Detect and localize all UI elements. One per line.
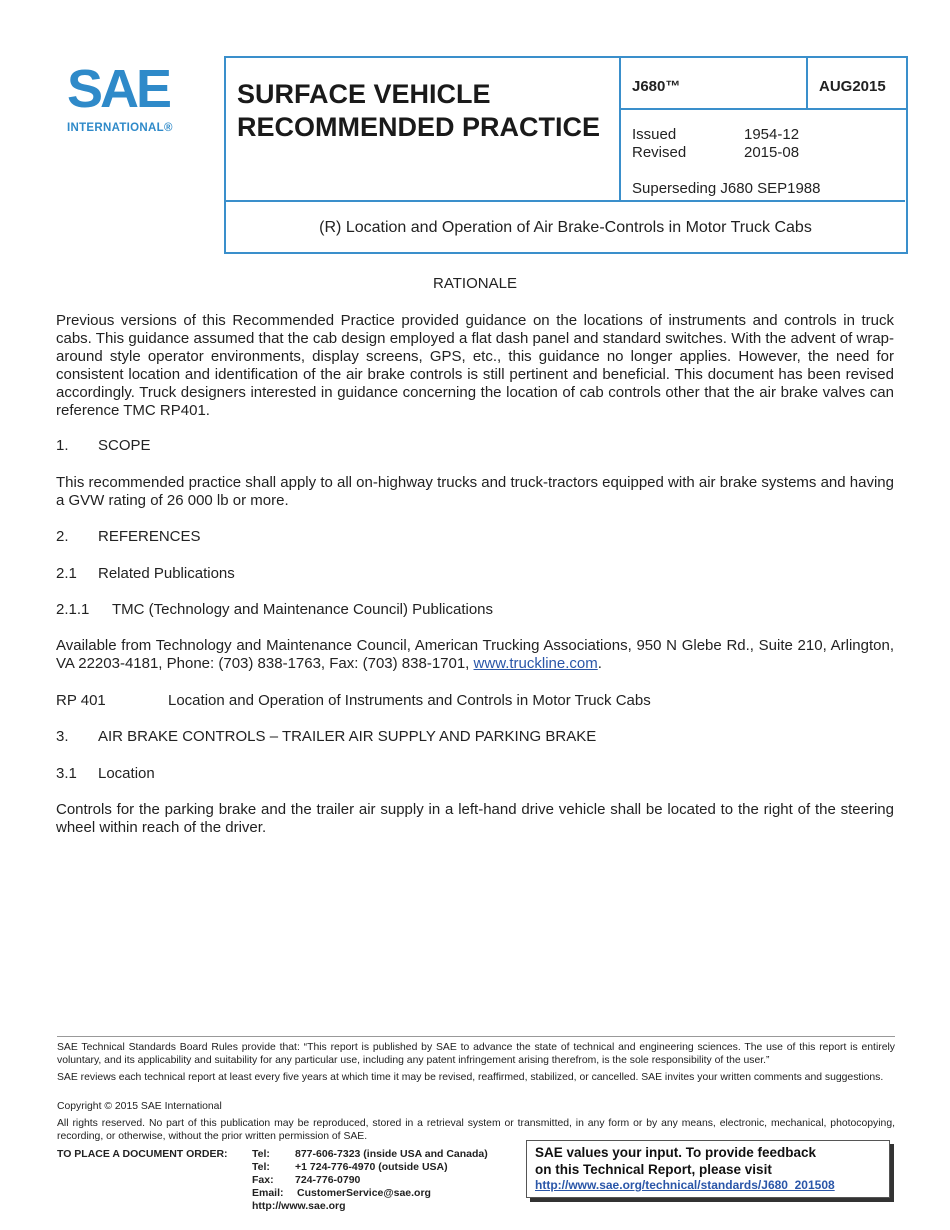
order-label: TO PLACE A DOCUMENT ORDER: xyxy=(57,1148,228,1160)
tel-international: +1 724-776-4970 (outside USA) xyxy=(295,1161,448,1173)
feedback-link[interactable]: http://www.sae.org/technical/standards/J680_201508 xyxy=(535,1178,835,1192)
feedback-text: SAE values your input. To provide feedback on this Technical Report, please visit xyxy=(535,1145,817,1177)
issued-label: Issued xyxy=(632,126,677,143)
section-2-number: 2. xyxy=(56,528,69,545)
document-number: J680™ xyxy=(632,78,681,95)
issued-value: 1954-12 xyxy=(744,126,800,143)
footer-divider xyxy=(57,1036,895,1037)
section-3-1-heading: Location xyxy=(98,765,155,782)
document-header xyxy=(224,56,908,254)
logo-subtitle: INTERNATIONAL® xyxy=(67,122,173,134)
section-2-1-heading: Related Publications xyxy=(98,565,235,582)
section-2-1-1-heading: TMC (Technology and Maintenance Council) Publications xyxy=(112,601,494,618)
reference-title: Location and Operation of Instruments and Controls in Motor Truck Cabs xyxy=(168,692,651,709)
document-date-box xyxy=(808,58,908,110)
copyright: Copyright © 2015 SAE International xyxy=(57,1101,222,1112)
email-address[interactable]: CustomerService@sae.org xyxy=(297,1187,431,1199)
section-3-number: 3. xyxy=(56,728,69,745)
logo-brand: SAE xyxy=(67,59,170,119)
rights-text: All rights reserved. No part of this publication may be reproduced, stored in a retrieval system or transmitted, in any form or by any means, electronic, mechanical, photocopying, recording, or otherwise, without the prior written permission of SAE. xyxy=(57,1118,895,1142)
order-contacts: Tel: 877-606-7323 (inside USA and Canada) Tel: +1 724-776-4970 (outside USA) Fax: 724-776-0790 Email: CustomerService@sae.org http://www.sae.org xyxy=(252,1148,488,1212)
section-3-heading: AIR BRAKE CONTROLS – TRAILER AIR SUPPLY AND PARKING BRAKE xyxy=(98,728,597,745)
section-3-1-number: 3.1 xyxy=(56,765,77,782)
standards-rules-text: SAE Technical Standards Board Rules provide that: “This report is published by SAE to advance the state of technical and engineering sciences. The use of this report is entirely voluntary, and its applicability and suitability for any particular use, including any patent infringement arising therefrom, is the sole responsibility of the user.” xyxy=(57,1042,895,1066)
document-title: (R) Location and Operation of Air Brake-Controls in Motor Truck Cabs xyxy=(226,200,905,252)
section-2-1-1-number: 2.1.1 xyxy=(56,601,90,618)
website-link[interactable]: http://www.sae.org xyxy=(252,1200,346,1212)
availability-text: Available from Technology and Maintenance Council, American Trucking Associations, 950 N Glebe Rd., Suite 210, Arlington, VA 22203-4181, Phone: (703) 838-1763, Fax: (703) 838-1701, www.truckline.com. xyxy=(56,637,894,672)
tel-domestic: 877-606-7323 (inside USA and Canada) xyxy=(295,1148,488,1160)
feedback-box xyxy=(526,1140,890,1198)
rationale-heading: RATIONALE xyxy=(433,275,517,292)
revised-label: Revised xyxy=(632,144,687,161)
section-2-1-number: 2.1 xyxy=(56,565,77,582)
truckline-link[interactable]: www.truckline.com xyxy=(473,655,598,672)
superseding: Superseding J680 SEP1988 xyxy=(632,180,821,197)
section-2-heading: REFERENCES xyxy=(98,528,201,545)
rationale-text: Previous versions of this Recommended Practice provided guidance on the locations of instruments and controls in truck cabs. This guidance assumed that the cab design employed a flat dash panel and standard switches. With the advent of wrap-around style operator environments, display screens, GPS, etc., this guidance no longer applies. However, the need for consistent location and identification of the air brake controls is still pertinent and beneficial. This document has been revised accordingly. Truck designers interested in guidance concerning the location of cab controls other that the air brake valves can reference TMC RP401. xyxy=(56,312,894,419)
document-type-box xyxy=(226,58,621,200)
document-date: AUG2015 xyxy=(819,78,886,95)
fax-number: 724-776-0790 xyxy=(295,1174,361,1186)
review-text: SAE reviews each technical report at least every five years at which time it may be revised, reaffirmed, stabilized, or cancelled. SAE invites your written comments and suggestions. xyxy=(57,1072,884,1083)
document-type: SURFACE VEHICLE RECOMMENDED PRACTICE xyxy=(237,79,601,142)
scope-text: This recommended practice shall apply to all on-highway trucks and truck-tractors equipped with air brake systems and having a GVW rating of 26 000 lb or more. xyxy=(56,474,894,509)
section-1-heading: SCOPE xyxy=(98,437,151,454)
revised-value: 2015-08 xyxy=(744,144,800,161)
section-1-number: 1. xyxy=(56,437,69,454)
issue-info xyxy=(621,110,908,200)
sae-logo xyxy=(67,58,192,138)
document-number-box xyxy=(621,58,808,110)
reference-code: RP 401 xyxy=(56,692,106,709)
location-text: Controls for the parking brake and the trailer air supply in a left-hand drive vehicle shall be located to the right of the steering wheel within reach of the driver. xyxy=(56,801,894,836)
